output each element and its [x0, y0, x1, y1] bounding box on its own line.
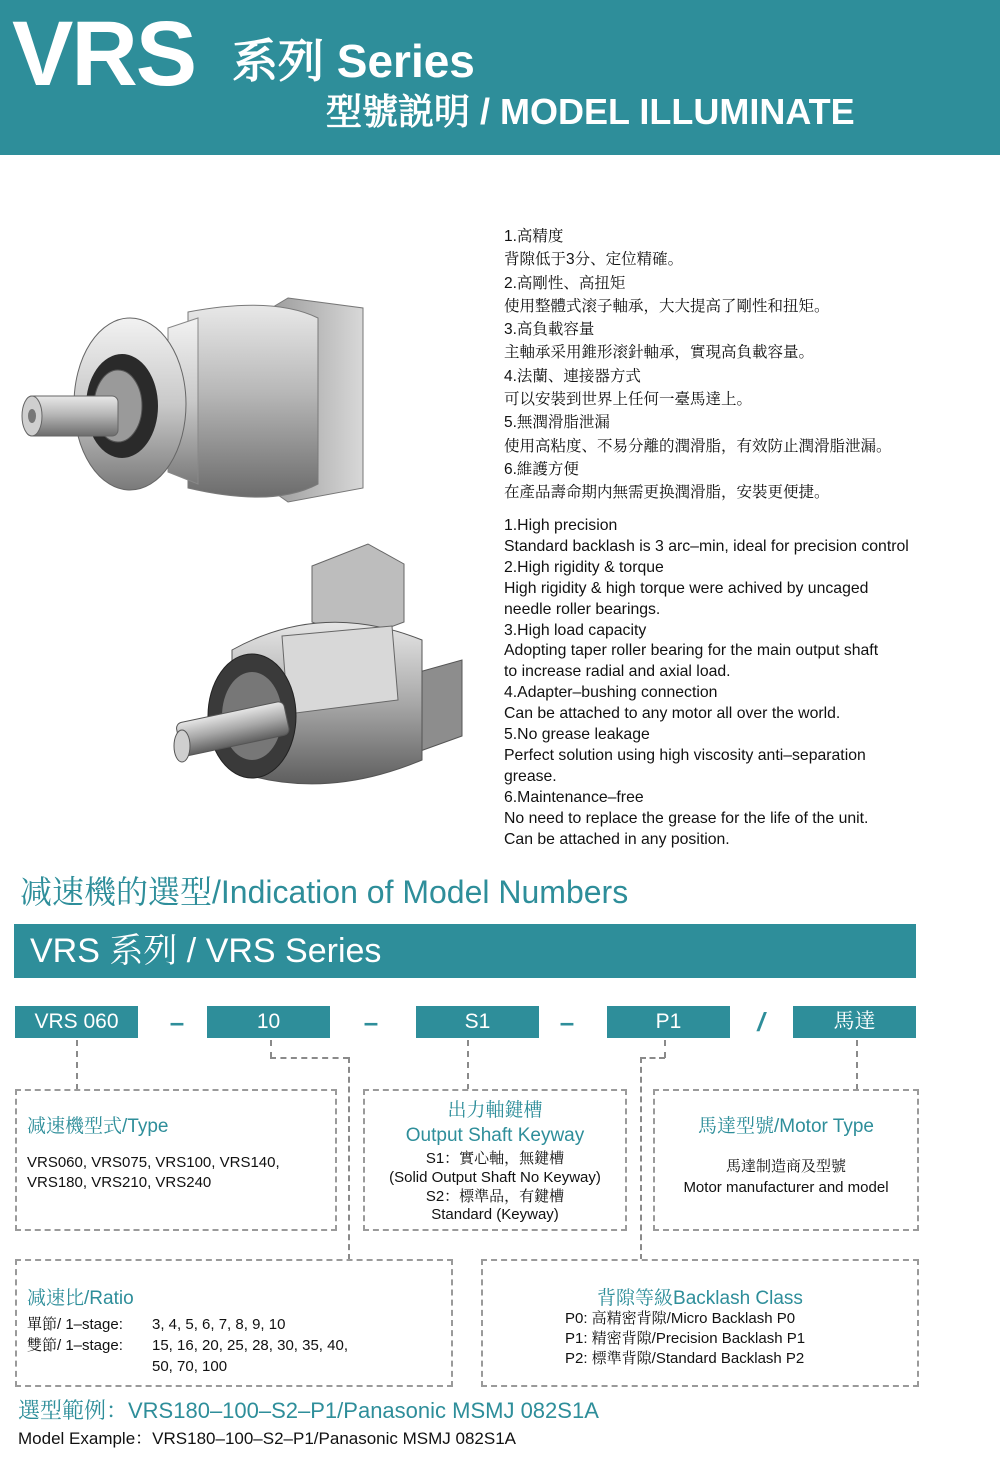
gearbox-cutaway-image	[172, 540, 468, 802]
series-bar-label: VRS 系列 / VRS Series	[30, 932, 382, 970]
feature-zh-line: 1.高精度	[504, 228, 564, 245]
feature-en-line: 2.High rigidity & torque	[504, 558, 664, 576]
backlash-line: P0: 高精密背隙/Micro Backlash P0	[565, 1310, 796, 1327]
feature-en-line: 1.High precision	[504, 517, 618, 534]
feature-zh-line: 使用整體式滚子軸承，大大提高了剛性和扭矩。	[504, 297, 830, 315]
feature-en-line: Can be attached to any motor all over the world.	[504, 705, 841, 723]
code-chip-motor: 馬達	[793, 1006, 916, 1038]
backlash-line: P1: 精密背隙/Precision Backlash P1	[565, 1330, 806, 1347]
section-title: 减速機的選型/Indication of Model Numbers	[20, 874, 629, 910]
ratio-stage1-values: 3, 4, 5, 6, 7, 8, 9, 10	[152, 1316, 286, 1333]
code-separator: /	[757, 1007, 765, 1037]
features-chinese	[504, 225, 892, 505]
feature-en-line: Can be attached in any position.	[504, 830, 730, 848]
type-box	[15, 1089, 337, 1231]
motor-type-box	[653, 1089, 919, 1231]
feature-en-line: No need to replace the grease for the life of the unit.	[504, 809, 869, 827]
feature-en-line: 3.High load capacity	[504, 621, 647, 639]
ratio-stage1-label: 單節/ 1–stage:	[27, 1316, 123, 1333]
connector-line	[856, 1040, 858, 1090]
ratio-stage2-values: 15, 16, 20, 25, 28, 30, 35, 40,	[152, 1337, 348, 1354]
feature-zh-line: 主軸承采用錐形滚針軸承，實現高負載容量。	[504, 344, 815, 362]
feature-zh-line: 3.高負載容量	[504, 321, 595, 339]
connector-line	[270, 1057, 349, 1059]
shaft-box-line: S2：標準品，有鍵槽	[425, 1188, 565, 1205]
shaft-box-line: (Solid Output Shaft No Keyway)	[389, 1169, 601, 1186]
motor-box-title: 馬達型號/Motor Type	[698, 1116, 874, 1137]
code-separator: –	[559, 1007, 575, 1037]
ratio-stage2-values-cont: 50, 70, 100	[152, 1358, 228, 1375]
type-box-line: VRS060, VRS075, VRS100, VRS140,	[27, 1154, 280, 1171]
feature-zh-line: 使用高粘度、不易分離的潤滑脂，有效防止潤滑脂泄漏。	[504, 437, 892, 455]
feature-zh-line: 4.法蘭、連接器方式	[504, 367, 641, 385]
backlash-box	[481, 1259, 919, 1387]
feature-en-line: High rigidity & high torque were achived by uncaged	[504, 579, 869, 597]
feature-en-line: to increase radial and axial load.	[504, 663, 731, 681]
model-illuminate-title: 型號説明 / MODEL ILLUMINATE	[326, 91, 855, 132]
feature-zh-line: 5.無潤滑脂泄漏	[504, 414, 610, 432]
shaft-box-title-zh: 出力軸鍵槽	[447, 1100, 543, 1121]
shaft-keyway-box	[363, 1089, 627, 1231]
feature-en-line: Standard backlash is 3 arc–min, ideal for precision control	[504, 537, 909, 555]
code-separator: –	[363, 1007, 379, 1037]
connector-line	[664, 1040, 666, 1058]
connector-line	[348, 1057, 350, 1260]
code-chip-shaft: S1	[416, 1006, 539, 1038]
feature-zh-line: 背隙低于3分、定位精確。	[504, 251, 684, 269]
ratio-stage2-label: 雙節/ 1–stage:	[27, 1337, 123, 1354]
shaft-box-title-en: Output Shaft Keyway	[405, 1125, 585, 1146]
gearbox-product-image	[18, 288, 378, 510]
connector-line	[467, 1040, 469, 1090]
shaft-box-line: S1：實心軸，無鍵槽	[425, 1150, 565, 1167]
series-bar	[14, 924, 916, 978]
ratio-box	[15, 1259, 453, 1387]
code-separator: –	[169, 1007, 185, 1037]
feature-en-line: Adopting taper roller bearing for the main output shaft	[504, 642, 879, 660]
model-example-en: Model Example：VRS180–100–S2–P1/Panasonic MSMJ 082S1A	[18, 1429, 517, 1448]
backlash-line: P2: 標準背隙/Standard Backlash P2	[565, 1350, 805, 1367]
model-example-zh: 選型範例：VRS180–100–S2–P1/Panasonic MSMJ 082S1A	[18, 1398, 599, 1423]
feature-en-line: grease.	[504, 767, 557, 785]
feature-zh-line: 2.高剛性、高扭矩	[504, 274, 626, 292]
feature-en-line: 5.No grease leakage	[504, 726, 650, 744]
feature-zh-line: 可以安裝到世界上任何一臺馬達上。	[504, 391, 753, 409]
backlash-box-title: 背隙等級Backlash Class	[597, 1288, 803, 1309]
connector-line	[76, 1040, 78, 1090]
feature-zh-line: 在產品壽命期内無需更换潤滑脂，安裝更便捷。	[504, 484, 830, 502]
connector-line	[270, 1040, 272, 1058]
feature-en-line: 6.Maintenance–free	[504, 788, 644, 806]
type-box-line: VRS180, VRS210, VRS240	[27, 1174, 212, 1191]
type-box-title: 减速機型式/Type	[27, 1116, 169, 1137]
code-chip-backlash: P1	[607, 1006, 730, 1038]
feature-en-line: Perfect solution using high viscosity anti–separation	[504, 746, 866, 764]
feature-en-line: needle roller bearings.	[504, 600, 661, 618]
feature-zh-line: 6.維護方便	[504, 460, 579, 478]
feature-en-line: 4.Adapter–bushing connection	[504, 684, 718, 702]
shaft-box-line: Standard (Keyway)	[431, 1206, 559, 1223]
series-logo-text: VRS	[12, 3, 196, 105]
ratio-box-title: 减速比/Ratio	[27, 1288, 134, 1309]
code-chip-model: VRS 060	[15, 1006, 138, 1038]
series-title: 系列 Series	[232, 35, 475, 87]
code-chip-ratio: 10	[207, 1006, 330, 1038]
features-english	[504, 516, 909, 851]
connector-line	[640, 1057, 642, 1260]
motor-box-line: Motor manufacturer and model	[683, 1179, 889, 1196]
motor-box-line: 馬達制造商及型號	[725, 1158, 846, 1175]
connector-line	[640, 1057, 665, 1059]
